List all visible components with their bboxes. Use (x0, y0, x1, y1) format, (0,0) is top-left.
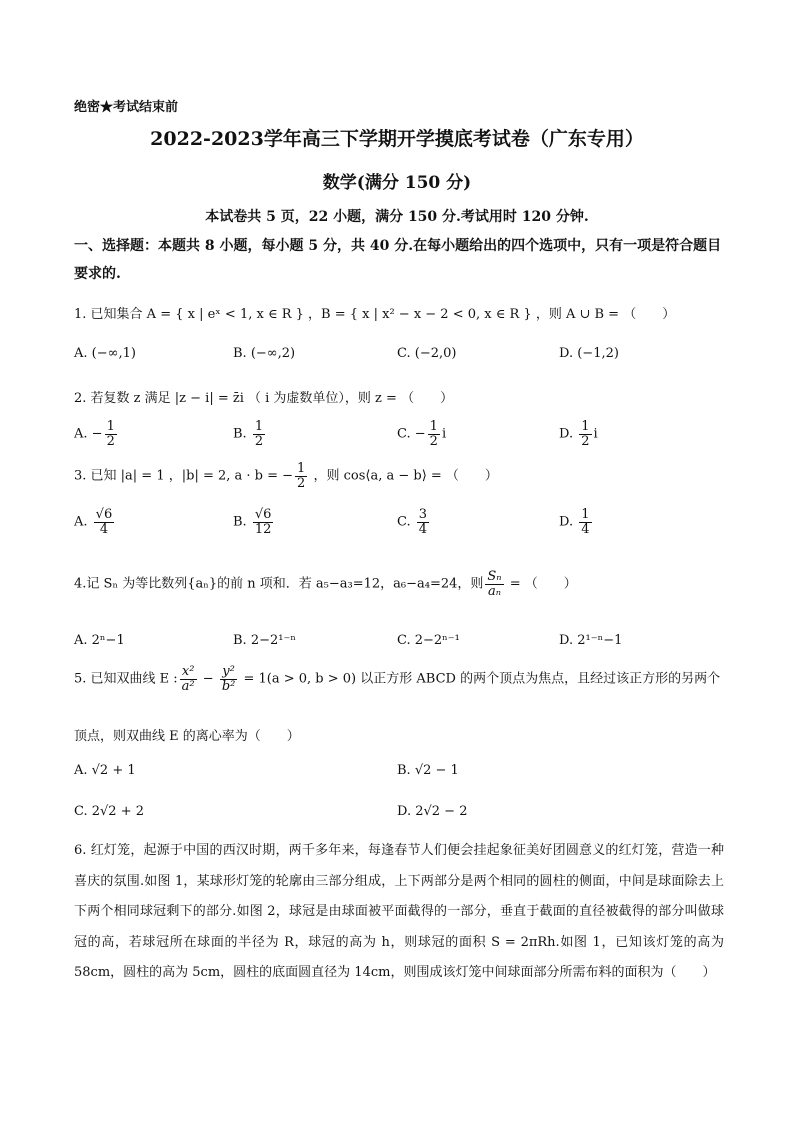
question-3-option-b (233, 508, 275, 536)
denominator: b² (221, 678, 236, 694)
option-letter: C. (397, 514, 411, 530)
fraction (253, 420, 265, 448)
section-heading: 一、选择题：本题共 8 小题，每小题 5 分，共 40 分.在每小题给出的四个选项中，只有一项是符合题目要求的. (74, 238, 722, 282)
question-3-option-d (559, 508, 594, 536)
exam-title: 2022-2023学年高三下学期开学摸底考试卷（广东专用） (150, 128, 644, 150)
confidential-label: 绝密★考试结束前 (74, 100, 179, 115)
numerator: Sₙ (487, 569, 502, 584)
denominator: 2 (581, 433, 590, 449)
numerator: x² (180, 665, 197, 680)
question-5-option-d: D. 2√2 − 2 (397, 804, 468, 819)
question-2-option-a (74, 420, 119, 448)
denominator: 2 (297, 475, 306, 491)
question-5-stem-line2: 顶点，则双曲线 E 的离心率为（ ） (74, 729, 300, 744)
question-1-option-c: C. (−2,0) (397, 346, 457, 361)
numerator: 1 (106, 419, 115, 434)
stem-part: = 1(a > 0, b > 0) 以正方形 ABCD 的两个顶点为焦点，且经过该正方形的另两个 (239, 671, 721, 687)
stem-part: − (198, 671, 218, 687)
question-2-option-b (233, 420, 267, 448)
stem-part: = （ ） (505, 576, 577, 592)
numerator: 1 (581, 419, 590, 434)
question-1-stem: 1. 已知集合 A = { x | eˣ < 1, x ∈ R } ，B = { x | x² − x − 2 < 0, x ∈ R } ，则 A ∪ B = （ ） (74, 307, 676, 322)
question-4-option-d: D. 2¹⁻ⁿ−1 (559, 633, 623, 648)
stem-part: 5. 已知双曲线 E : (74, 671, 178, 687)
stem-part: 4.记 Sₙ 为等比数列{aₙ}的前 n 项和．若 a₅−a₃=12，a₆−a₄=24，则 (74, 576, 484, 592)
fraction (579, 420, 591, 448)
denominator: 2 (254, 433, 264, 449)
fraction (417, 508, 429, 536)
option-letter: D. (559, 426, 574, 442)
denominator: 4 (418, 521, 428, 537)
option-letter: A. (74, 426, 88, 442)
question-3-option-c (397, 508, 431, 536)
option-letter: B. (233, 514, 247, 530)
denominator: aₙ (487, 583, 501, 599)
fraction (253, 508, 274, 536)
option-letter: B. (233, 426, 247, 442)
sign: − (414, 426, 426, 442)
denominator: 4 (99, 521, 109, 537)
numerator: 1 (297, 461, 306, 476)
fraction (180, 665, 197, 693)
denominator: 2 (106, 433, 115, 449)
question-2-stem: 2. 若复数 z 满足 |z − i| = z̄i （ i 为虚数单位），则 z = （ ） (74, 391, 454, 406)
exam-subtitle: 数学(满分 150 分) (322, 173, 472, 193)
question-3-stem (74, 462, 498, 490)
suffix: i (441, 426, 447, 442)
denominator: 12 (254, 521, 272, 537)
fraction (579, 508, 591, 536)
question-4-option-a: A. 2ⁿ−1 (74, 633, 125, 648)
question-5-option-b: B. √2 − 1 (397, 763, 459, 778)
numerator: √6 (95, 507, 113, 522)
option-letter: A. (74, 514, 88, 530)
denominator: 2 (429, 433, 438, 449)
stem-part: 3. 已知 |a| = 1 ，|b| = 2, a · b = − (74, 468, 294, 484)
question-1-option-b: B. (−∞,2) (233, 346, 296, 361)
question-4-option-c: C. 2−2ⁿ⁻¹ (397, 633, 460, 648)
fraction (428, 420, 440, 448)
question-4-option-b: B. 2−2¹⁻ⁿ (233, 633, 296, 648)
numerator: 1 (254, 419, 264, 434)
option-letter: C. (397, 426, 411, 442)
fraction (94, 508, 115, 536)
exam-intro: 本试卷共 5 页，22 小题，满分 150 分.考试用时 120 分钟. (205, 209, 589, 225)
question-2-option-c (397, 420, 446, 448)
denominator: 4 (581, 521, 590, 537)
suffix: i (593, 426, 598, 442)
question-6-text: 6. 红灯笼，起源于中国的西汉时期，两千多年来，每逢春节人们便会挂起象征美好团圆意义的红灯笼，营造一种喜庆的氛围.如图 1，某球形灯笼的轮廓由三部分组成，上下两部分是两个相同的圆柱的侧面，中间是球面除去上下两个相同球冠剩下的部分.如图 2，球冠是由球面被平面截得的一部分，垂直于截面的直径被截得的部分叫做球冠的高，若球冠所在球面的半径为 R，球冠的高为 h，则球冠的面积 S = 2πRh.如图 1，已知该灯笼的高为 58cm，圆柱的高为 5cm，圆柱的底面圆直径为 14cm，则围成该灯笼中间球面部分所需布料的面积为（ ） (74, 843, 724, 980)
fraction (220, 665, 238, 693)
option-letter: D. (559, 514, 574, 530)
question-1-option-d: D. (−1,2) (559, 346, 619, 361)
question-5-option-a: A. √2 + 1 (74, 763, 136, 778)
question-4-stem (74, 570, 577, 598)
question-5-stem (74, 665, 720, 693)
question-3-option-a (74, 508, 116, 536)
denominator: a² (181, 678, 195, 694)
numerator: √6 (254, 507, 272, 522)
question-1-option-a: A. (−∞,1) (74, 346, 136, 361)
stem-part: ，则 cos⟨a, a − b⟩ = （ ） (309, 468, 498, 484)
question-5-option-c: C. 2√2 + 2 (74, 804, 145, 819)
fraction (105, 420, 117, 448)
fraction (485, 570, 503, 598)
sign: − (91, 426, 103, 442)
numerator: y² (220, 665, 238, 680)
numerator: 3 (418, 507, 428, 522)
numerator: 1 (581, 507, 590, 522)
question-2-option-d (559, 420, 598, 448)
numerator: 1 (429, 419, 438, 434)
fraction (295, 462, 307, 490)
